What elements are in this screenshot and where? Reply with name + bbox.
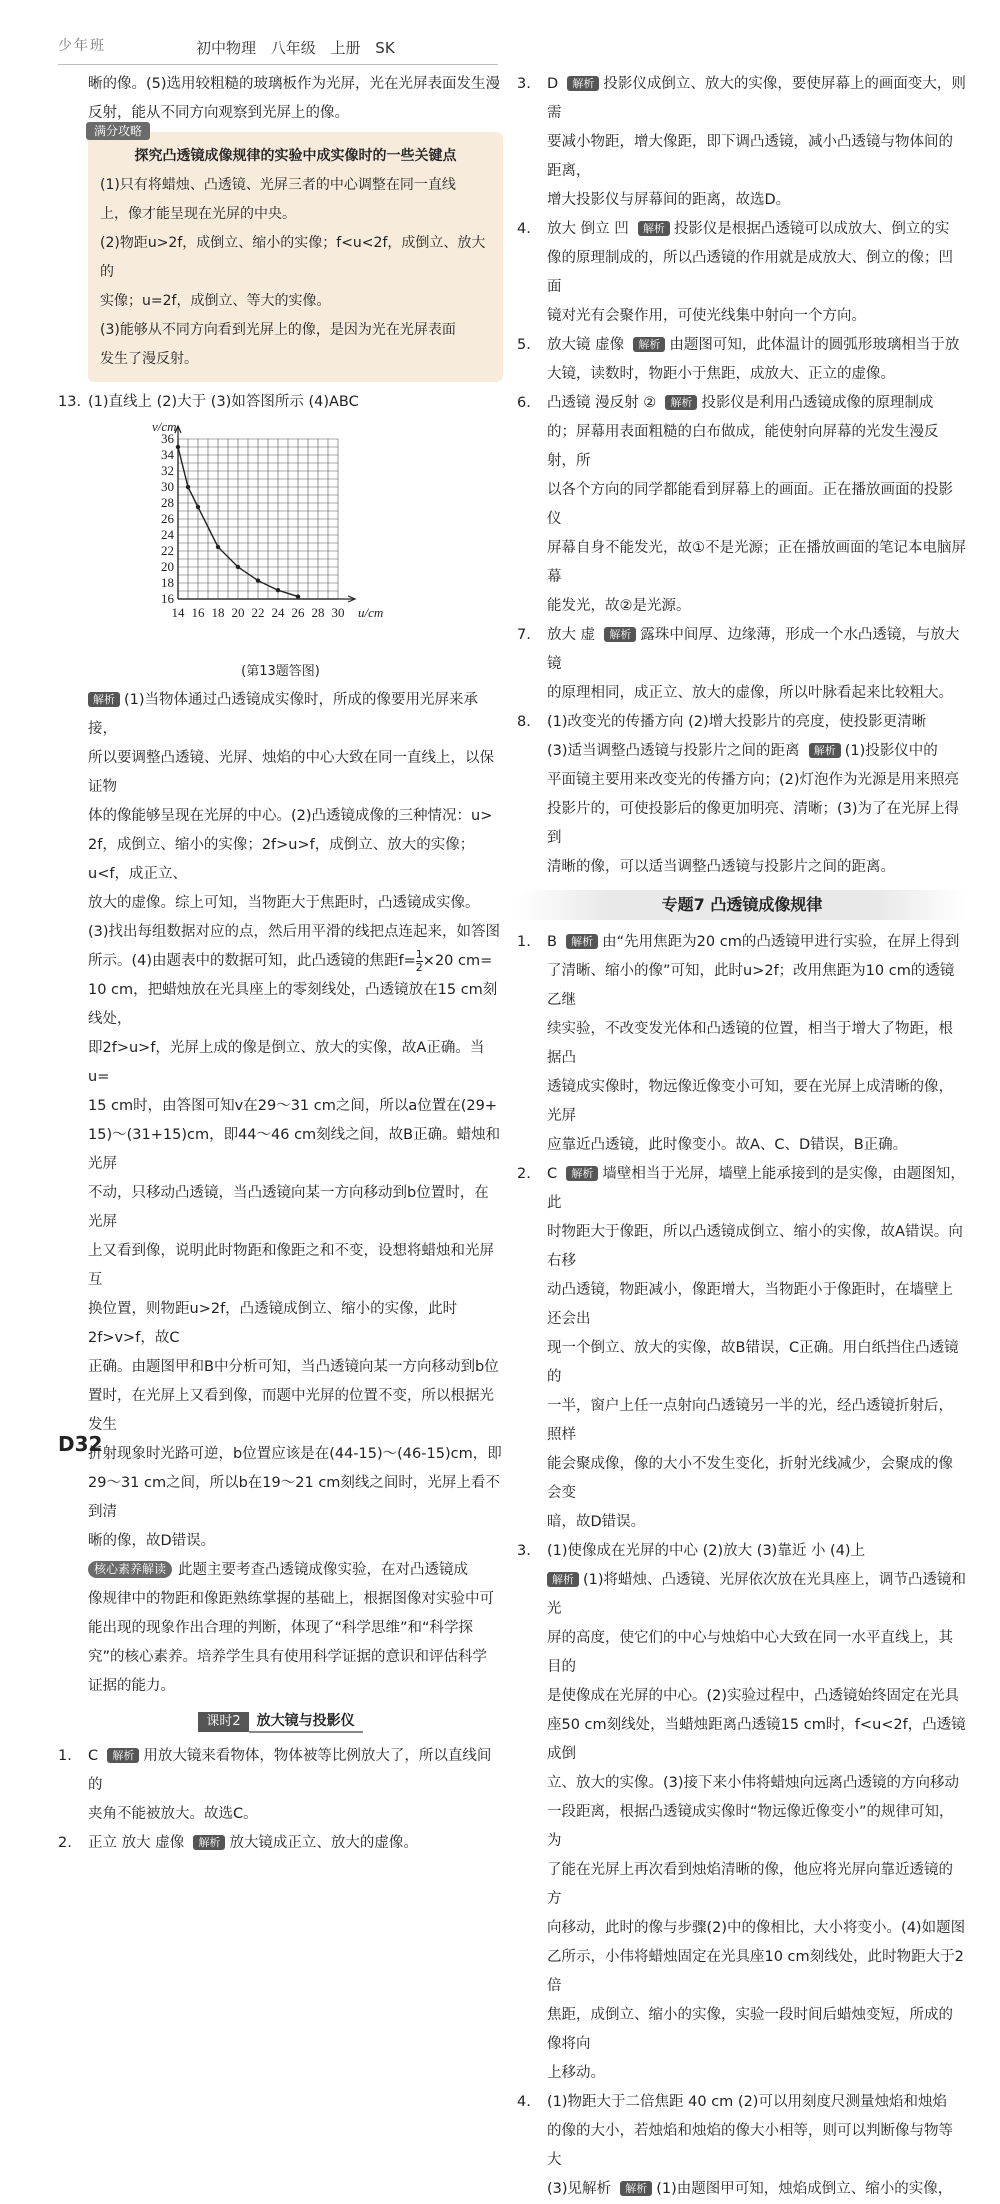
text-line: 能发光，故②是光源。 — [547, 598, 691, 614]
y-tick-label: 32 — [161, 463, 174, 478]
book-title: 初中物理 八年级 上册 SK — [196, 39, 395, 57]
y-tick-label: 30 — [161, 479, 174, 494]
strategy-title: 探究凸透镜成像规律的实验中成实像时的一些关键点 — [134, 148, 457, 164]
x-tick-label: 26 — [291, 605, 305, 620]
text-line: 座50 cm刻线处，当蜡烛距离凸透镜15 cm时，f<u<2f，凸透镜成倒 — [547, 1717, 966, 1762]
x-axis-label: u/cm — [358, 605, 384, 620]
text-line: 反射，能从不同方向观察到光屏上的像。 — [88, 105, 349, 121]
text-line: 暗，故D错误。 — [547, 1514, 646, 1530]
text-line: 增大投影仪与屏幕间的距离，故选D。 — [547, 192, 791, 208]
answer-7: 7. 放大 虚 解析 露珠中间厚、边缘薄，形成一个水凸透镜，与放大镜 — [517, 627, 960, 672]
text-line: 是使像成在光屏的中心。(2)实验过程中，凸透镜始终固定在光具 — [547, 1688, 960, 1704]
answer-5: 5. 放大镜 虚像 解析 由题图可知，此体温计的圆弧形玻璃相当于放 — [517, 337, 960, 353]
y-tick-label: 28 — [161, 495, 174, 510]
analysis-line: (3)找出每组数据对应的点，然后用平滑的线把点连起来，如答图 — [88, 924, 501, 940]
text-line: (3)见解析 解析 (1)由题图甲可知，烛焰成倒立、缩小的实像， — [547, 2181, 953, 2197]
text-line: 夹角不能被放大。故选C。 — [88, 1806, 258, 1822]
analysis-line: 不动，只移动凸透镜，当凸透镜向某一方向移动到b位置时，在光屏 — [88, 1185, 489, 1230]
x-tick-label: 20 — [231, 605, 245, 620]
strategy-tag: 满分攻略 — [86, 122, 150, 140]
y-tick-label: 24 — [161, 527, 174, 542]
uv-chart — [148, 417, 438, 632]
text-line: 一段距离，根据凸透镜成实像时“物远像近像变小”的规律可知，为 — [547, 1804, 954, 1849]
analysis-tag: 解析 — [88, 692, 120, 707]
analysis-line: 置时，在光屏上又看到像，而题中光屏的位置不变，所以根据光发生 — [88, 1388, 494, 1433]
fraction: $\frac{1}{2}$ — [415, 947, 423, 974]
analysis-line: 体的像能够呈现在光屏的中心。(2)凸透镜成像的三种情况：u> — [88, 808, 493, 824]
chart-caption: (第13题答图) — [241, 664, 320, 679]
analysis-line: 所以要调整凸透镜、光屏、烛焰的中心大致在同一直线上，以保证物 — [88, 750, 494, 795]
y-tick-label: 18 — [161, 575, 174, 590]
text-line: 镜对光有会聚作用，可使光线集中射向一个方向。 — [547, 308, 866, 324]
text-line: 平面镜主要用来改变光的传播方向；(2)灯泡作为光源是用来照亮 — [547, 772, 960, 788]
strategy-box — [88, 124, 503, 382]
strategy-line: (2)物距u>2f，成倒立、缩小的实像；f<u<2f，成倒立、放大的 — [100, 235, 486, 280]
analysis-tag: 解析 — [547, 1572, 579, 1587]
data-point — [236, 565, 240, 569]
analysis-tag: 解析 — [633, 337, 665, 352]
analysis-line: 即2f>u>f，光屏上成的像是倒立、放大的实像，故A正确。当u= — [88, 1040, 485, 1085]
strategy-line: (1)只有将蜡烛、凸透镜、光屏三者的中心调整在同一直线 — [100, 177, 456, 193]
text-line: 屏的高度，使它们的中心与烛焰中心大致在同一水平直线上，其目的 — [547, 1630, 953, 1675]
analysis-line: 换位置，则物距u>2f，凸透镜成倒立、缩小的实像，此时2f>v>f，故C — [88, 1301, 458, 1346]
analysis-line: 解析 (1)当物体通过凸透镜成实像时，所成的像要用光屏来承接， — [88, 692, 479, 737]
answer-13 — [58, 388, 503, 417]
analysis-tag: 解析 — [620, 2181, 652, 2196]
analysis-line: 10 cm，把蜡烛放在光具座上的零刻线处，凸透镜放在15 cm刻线处， — [88, 982, 498, 1027]
strategy-line: (3)能够从不同方向看到光屏上的像，是因为光在光屏表面 — [100, 322, 456, 338]
analysis-line: 15)～(31+15)cm，即44～46 cm刻线之间，故B正确。蜡烛和光屏 — [88, 1127, 501, 1172]
strategy-line: 实像；u=2f，成倒立、等大的实像。 — [100, 293, 331, 309]
text-line: 一半，窗户上任一点射向凸透镜另一半的光，经凸透镜折射后，照样 — [547, 1398, 953, 1443]
lesson-title: 放大镜与投影仪 — [249, 1711, 363, 1733]
text-line: 焦距，成倒立、缩小的实像，实验一段时间后蜡烛变短，所成的像将向 — [547, 2007, 953, 2052]
text-line: 上移动。 — [547, 2065, 605, 2081]
answer-1: 1. C 解析 用放大镜来看物体，物体被等比例放大了，所以直线间的 — [58, 1748, 492, 1793]
strategy-line: 上，像才能呈现在光屏的中央。 — [100, 206, 296, 222]
right-column — [517, 70, 967, 2204]
core-literacy-line: 究”的核心素养。培养学生具有使用科学证据的意识和评估科学 — [88, 1649, 488, 1665]
x-tick-label: 24 — [271, 605, 285, 620]
text-line: 以各个方向的同学都能看到屏幕上的画面。正在播放画面的投影仪 — [547, 482, 953, 527]
data-point — [276, 588, 280, 592]
strategy-line: 发生了漫反射。 — [100, 351, 198, 367]
text-line: 向移动，此时的像与步骤(2)中的像相比，大小将变小。(4)如题图 — [547, 1920, 966, 1936]
topic-answer-4: 4. (1)物距大于二倍焦距 40 cm (2)可以用刻度尺测量烛焰和烛焰 — [517, 2094, 947, 2110]
data-point — [176, 445, 180, 449]
lesson-tag: 课时2 — [198, 1712, 248, 1732]
analysis-tag: 解析 — [193, 1835, 225, 1850]
header-divider — [58, 64, 498, 65]
core-literacy-line: 像规律中的物距和像距熟练掌握的基础上，根据图像对实验中可 — [88, 1591, 494, 1607]
y-tick-label: 16 — [161, 591, 174, 606]
analysis-line: 放大的虚像。综上可知，当物距大于焦距时，凸透镜成实像。 — [88, 895, 480, 911]
answer-3: 3. D 解析 投影仪成倒立、放大的实像，要使屏幕上的画面变大，则需 — [517, 76, 966, 121]
y-tick-label: 26 — [161, 511, 174, 526]
x-tick-label: 16 — [191, 605, 205, 620]
analysis-line: 29～31 cm之间，所以b在19～21 cm刻线之间时，光屏上看不到清 — [88, 1475, 500, 1520]
x-tick-label: 22 — [251, 605, 265, 620]
text-line: 续实验，不改变发光体和凸透镜的位置，相当于增大了物距，根据凸 — [547, 1021, 953, 1066]
core-literacy-line: 能出现的现象作出合理的判断，体现了“科学思维”和“科学探 — [88, 1620, 474, 1636]
analysis-line: 折射现象时光路可逆，b位置应该是在(44-15)～(46-15)cm，即 — [88, 1446, 502, 1462]
text-line: 的；屏幕用表面粗糙的白布做成，能使射向屏幕的光发生漫反射，所 — [547, 424, 939, 469]
analysis-tag: 解析 — [566, 934, 598, 949]
analysis-line: 晰的像，故D错误。 — [88, 1533, 216, 1549]
y-axis-label: v/cm — [152, 419, 177, 434]
text-line: 立、放大的实像。(3)接下来小伟将蜡烛向远离凸透镜的方向移动 — [547, 1775, 960, 1791]
y-tick-label: 20 — [161, 559, 174, 574]
text-line: 透镜成实像时，物远像近像变小可知，要在光屏上成清晰的像，光屏 — [547, 1079, 953, 1124]
x-tick-label: 18 — [211, 605, 225, 620]
analysis-tag: 解析 — [566, 1166, 598, 1181]
text-line: 应靠近凸透镜，此时像变小。故A、C、D错误，B正确。 — [547, 1137, 908, 1153]
topic-answer-1: 1. B 解析 由“先用焦距为20 cm的凸透镜甲进行实验，在屏上得到 — [517, 934, 960, 950]
answer-6: 6. 凸透镜 漫反射 ② 解析 投影仪是利用凸透镜成像的原理制成 — [517, 395, 934, 411]
answer-2: 2. 正立 放大 虚像 解析 放大镜成正立、放大的虚像。 — [58, 1835, 418, 1851]
text-line: 了清晰、缩小的像”可知，此时u>2f；改用焦距为10 cm的透镜乙继 — [547, 963, 955, 1008]
core-literacy-line: 核心素养解读 此题主要考查凸透镜成像实验，在对凸透镜成 — [58, 1556, 503, 1585]
text-line: 晰的像。(5)选用较粗糙的玻璃板作为光屏，光在光屏表面发生漫 — [88, 76, 501, 92]
brand-logo: 少年班 — [58, 38, 106, 54]
analysis-line: 所示。(4)由题表中的数据可知，此凸透镜的焦距f= $\frac{1}{2}$ ×20 cm= — [88, 947, 493, 974]
text-line: 要减小物距，增大像距，即下调凸透镜，减小凸透镜与物体间的距离， — [547, 134, 953, 179]
core-literacy-line: 证据的能力。 — [88, 1678, 175, 1694]
text-line: 清晰的像，可以适当调整凸透镜与投影片之间的距离。 — [547, 859, 895, 875]
analysis-tag: 解析 — [638, 221, 670, 236]
analysis-tag: 解析 — [665, 395, 697, 410]
page-number: D32 — [58, 1432, 103, 1456]
data-point — [256, 578, 260, 582]
left-column — [58, 70, 503, 1858]
text-line: 投影片的，可使投影后的像更加明亮、清晰；(3)为了在光屏上得到 — [547, 801, 960, 846]
text-line: 能会聚成像，像的大小不发生变化，折射光线减少，会聚成的像会变 — [547, 1456, 953, 1501]
data-point — [216, 545, 220, 549]
text-line: 现一个倒立、放大的实像，故B错误，C正确。用白纸挡住凸透镜的 — [547, 1340, 959, 1385]
text-line: 大镜，读数时，物距小于焦距，成放大、正立的虚像。 — [547, 366, 895, 382]
topic-answer-2: 2. C 解析 墙壁相当于光屏，墙壁上能承接到的是实像，由题图知，此 — [517, 1166, 965, 1211]
core-literacy-tag: 核心素养解读 — [88, 1561, 172, 1578]
data-point — [186, 485, 190, 489]
text-line: (3)适当调整凸透镜与投影片之间的距离 解析 (1)投影仪中的 — [547, 743, 938, 759]
analysis-line: 正确。由题图甲和B中分析可知，当凸透镜向某一方向移动到b位 — [88, 1359, 499, 1375]
lesson-heading — [58, 1707, 503, 1736]
y-tick-label: 36 — [161, 431, 174, 446]
answer-8: 8. (1)改变光的传播方向 (2)增大投影片的亮度，使投影更清晰 — [517, 714, 927, 730]
question-number: 13. — [58, 394, 82, 410]
text-line: 时物距大于像距，所以凸透镜成倒立、缩小的实像，故A错误。向右移 — [547, 1224, 963, 1269]
y-tick-label: 34 — [161, 447, 174, 462]
text-line: 像的原理制成的，所以凸透镜的作用就是成放大、倒立的像；凹面 — [547, 250, 953, 295]
analysis-tag: 解析 — [809, 743, 841, 758]
text-line: 动凸透镜，物距减小，像距增大，当物距小于像距时，在墙壁上还会出 — [547, 1282, 953, 1327]
analysis-line: 上又看到像，说明此时物距和像距之和不变，设想将蜡烛和光屏互 — [88, 1243, 494, 1288]
text-line: 屏幕自身不能发光，故①不是光源；正在播放画面的笔记本电脑屏幕 — [547, 540, 966, 585]
answer-4: 4. 放大 倒立 凹 解析 投影仪是根据凸透镜可以成放大、倒立的实 — [517, 221, 950, 237]
text-line: 的像的大小，若烛焰和烛焰的像大小相等，则可以判断像与物等大 — [547, 2123, 953, 2168]
topic-heading: 专题7 凸透镜成像规律 — [517, 890, 967, 920]
data-point — [196, 505, 200, 509]
analysis-tag: 解析 — [107, 1748, 139, 1763]
analysis-line: 2f，成倒立、缩小的实像；2f>u>f，成倒立、放大的实像；u<f，成正立、 — [88, 837, 475, 882]
topic-answer-3: 3. (1)使像成在光屏的中心 (2)放大 (3)靠近 小 (4)上 — [517, 1543, 866, 1559]
x-tick-label: 14 — [171, 605, 185, 620]
data-point — [296, 594, 300, 598]
text-line: 乙所示，小伟将蜡烛固定在光具座10 cm刻线处，此时物距大于2倍 — [547, 1949, 964, 1994]
y-tick-label: 22 — [161, 543, 174, 558]
x-tick-label: 28 — [311, 605, 325, 620]
analysis-line: 15 cm时，由答图可知v在29～31 cm之间，所以a位置在(29+ — [88, 1098, 497, 1114]
chart-container — [58, 417, 503, 657]
x-tick-label: 30 — [331, 605, 345, 620]
analysis-tag: 解析 — [604, 627, 636, 642]
analysis-tag: 解析 — [567, 76, 599, 91]
page-header — [0, 0, 1000, 72]
text-line: 解析 (1)将蜡烛、凸透镜、光屏依次放在光具座上，调节凸透镜和光 — [547, 1572, 967, 1617]
text-line: 了能在光屏上再次看到烛焰清晰的像，他应将光屏向靠近透镜的方 — [547, 1862, 953, 1907]
answer-text: (1)直线上 (2)大于 (3)如答图所示 (4)ABC — [88, 394, 359, 410]
text-line: 的原理相同，成正立、放大的虚像，所以叶脉看起来比较粗大。 — [547, 685, 953, 701]
